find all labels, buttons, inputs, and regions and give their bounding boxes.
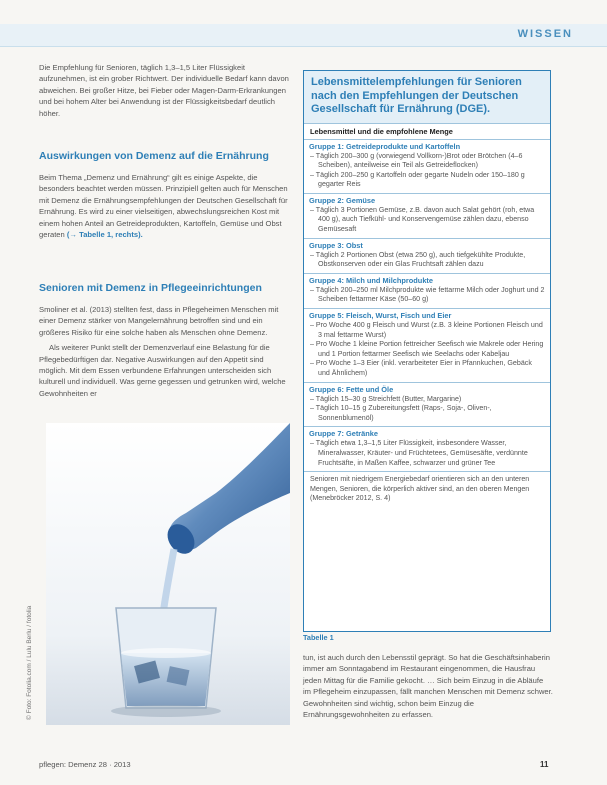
water-glass-illustration <box>46 423 290 725</box>
group-title: Gruppe 3: Obst <box>309 240 363 250</box>
page-header <box>0 0 607 48</box>
group-item: – Täglich 10–15 g Zubereitungsfett (Raps-, Soja-, Oliven-, Sonnenblumenöl) <box>309 404 545 423</box>
heading-demenz-ernaehrung: Auswirkungen von Demenz auf die Ernährung <box>39 150 269 162</box>
heading-pflegeeinrichtungen: Senioren mit Demenz in Pflegeeinrichtungen <box>39 282 262 294</box>
group-item: – Pro Woche 1 kleine Portion fettreicher Seefisch wie Makrele oder Hering und 1 Portion fettarmer Seefisch wie Seelachs oder Kabeljau <box>309 340 545 359</box>
table-caption: Tabelle 1 <box>303 633 334 642</box>
intro-text: Die Empfehlung für Senioren, täglich 1,3–1,5 Liter Flüssigkeit aufzunehmen, ist ein grober Richtwert. Der individuelle Bedarf kann davon abweichen. Bei großer Hitze, bei Fieber oder Magen-Darm-Erkrankungen und bei hohem Alter bei Anwendung ist der Flüssigkeitsbedarf deutlich höher. <box>39 63 289 118</box>
group-item: – Täglich 3 Portionen Gemüse, z.B. davon auch Salat gehört (roh, etwa 400 g), auch Tiefkühl- und Konservengemüse zählen dazu, ebenso Gemüsesaft <box>309 206 545 235</box>
paragraph-2: Smoliner et al. (2013) stellten fest, dass in Pflegeheimen Menschen mit einer Demenz stärker von Mangelernährung betroffen sind und ein größeres Risiko für eine solche haben als Menschen ohne Demenz. <box>39 305 279 337</box>
group-item: – Täglich 200–250 ml Milchprodukte wie fettarme Milch oder Joghurt und 2 Scheiben fettarmer Käse (50–60 g) <box>309 286 545 305</box>
group-title: Gruppe 4: Milch und Milchprodukte <box>309 275 433 285</box>
group-item: – Täglich 200–250 g Kartoffeln oder gegarte Nudeln oder 150–180 g gegarter Reis <box>309 171 545 190</box>
photo-credit: © Foto: Fotolia.com / Lulu Berlu / fotolia <box>26 605 33 720</box>
group-item: – Täglich 200–300 g (vorwiegend Vollkorn-)Brot oder Brötchen (4–6 Scheiben), anteilweise ein Teil als Getreideflocken) <box>309 152 545 171</box>
paragraph-3: Als weiterer Punkt stellt der Demenzverlauf eine Belastung für die Pflegebedürftigen dar. Negative Auswirkungen auf den Appetit sind möglich. Mit dem Essen verbundene Erfahrungen unterscheiden sich kulturell und individuell. Was gerne gegessen und getrunken wird, welche Gewohnheiten er <box>39 343 286 398</box>
group-item: – Täglich 15–30 g Streichfett (Butter, Margarine) <box>309 395 545 405</box>
group-item: – Täglich 2 Portionen Obst (etwa 250 g), auch tiefgekühlte Produkte, Obstkonserven oder ein Glas Fruchtsaft zählen dazu <box>309 251 545 270</box>
group-item: – Pro Woche 400 g Fleisch und Wurst (z.B. 3 kleine Portionen Fleisch und 3 mal fettarme Wurst) <box>309 321 545 340</box>
table-group-6 <box>304 383 550 428</box>
table-title: Lebensmittelempfehlungen für Senioren nach den Empfehlungen der Deutschen Gesellschaft für Ernährung (DGE). <box>304 71 550 124</box>
group-item: – Pro Woche 1–3 Eier (inkl. verarbeiteter Eier in Pfannkuchen, Gebäck und Ähnlichem) <box>309 359 545 378</box>
table-subtitle: Lebensmittel und die empfohlene Menge <box>304 124 550 140</box>
table-group-3 <box>304 239 550 274</box>
table-group-1 <box>304 140 550 194</box>
group-title: Gruppe 1: Getreideprodukte und Kartoffeln <box>309 141 461 151</box>
group-title: Gruppe 5: Fleisch, Wurst, Fisch und Eier <box>309 311 452 321</box>
header-rule <box>0 46 607 47</box>
section-label: WISSEN <box>517 28 573 40</box>
group-title: Gruppe 6: Fette und Öle <box>309 384 394 394</box>
table-group-7 <box>304 427 550 472</box>
water-glass-photo <box>46 423 290 725</box>
table-group-2 <box>304 194 550 239</box>
table-group-4 <box>304 274 550 309</box>
group-title: Gruppe 2: Gemüse <box>309 195 376 205</box>
intro-paragraph <box>39 62 291 123</box>
group-title: Gruppe 7: Getränke <box>309 429 378 439</box>
table-link[interactable]: (→ Tabelle 1, rechts). <box>66 230 143 240</box>
table-group-5 <box>304 309 550 383</box>
paragraph-2-block <box>39 304 291 403</box>
right-column-paragraph: tun, ist auch durch den Lebensstil geprägt. So hat die Geschäftsinhaberin immer am Sonntagabend im Restaurant eingenommen, die Hausfrau jeden Mittag für die Familie gekocht. … Sich beim Einzug in die Abläufe im Pflegeheim einzupassen, fällt manchen Menschen mit Demenz schwer. Gewohnheiten sind wichtig, schon beim Einzug die Ernährungsgewohnheiten zu erfassen. <box>303 653 553 720</box>
page-number: 11 <box>540 760 549 769</box>
paragraph-1 <box>39 172 291 244</box>
paragraph-1-text: Beim Thema „Demenz und Ernährung“ gilt es einige Aspekte, die besonders beachtet werden müssen. Prinzipiell gelten auch für Menschen mit Demenz die Ernährungsempfehlungen der Deutschen Gesellschaft für Ernährung. Es wird zu einer vielseitigen, abwechslungsreichen Kost mit einem hohen Anteil an Getreideprodukten, Kartoffeln, Gemüse und Obst geraten <box>39 173 288 240</box>
footer-publication: pflegen: Demenz 28 · 2013 <box>39 760 131 769</box>
food-recommendation-table <box>303 70 551 632</box>
table-footnote: Senioren mit niedrigem Energiebedarf orientieren sich an den unteren Mengen, Senioren, die körperlich aktiver sind, an den oberen Mengen (Menebröcker 2012, S. 4) <box>310 475 530 503</box>
header-band <box>0 24 607 46</box>
group-item: – Täglich etwa 1,3–1,5 Liter Flüssigkeit, insbesondere Wasser, Mineralwasser, Kräuter- und Früchtetees, Gemüsesäfte, verdünnte Fruchtsäfte, in Maßen Kaffee, schwarzer und grüner Tee <box>309 439 545 468</box>
